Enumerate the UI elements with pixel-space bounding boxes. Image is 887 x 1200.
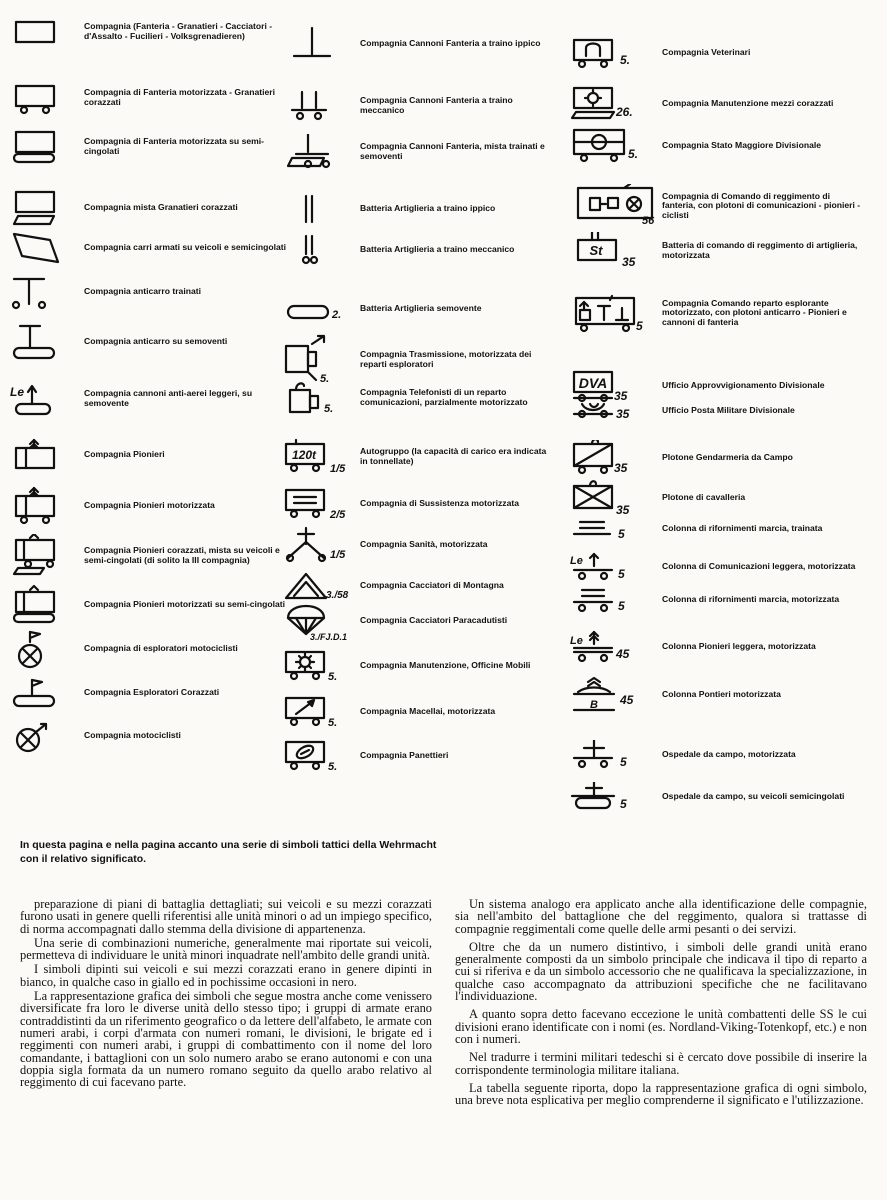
symbol-entry [570, 518, 862, 540]
symbol-label: Compagnia cannoni anti-aerei leggeri, su semovente [84, 388, 253, 408]
svg-text:35: 35 [614, 461, 628, 475]
symbol-label: Compagnia Esploratori Corazzati [84, 687, 220, 698]
symbol-entry [10, 486, 299, 526]
symbol-entry [10, 584, 299, 626]
symbol-label: Autogruppo (la capacità di carico era indicata in tonnellate) [360, 446, 547, 466]
gun-mixed-icon [282, 134, 358, 170]
svg-text:5.: 5. [328, 717, 338, 729]
bridge-column-icon [570, 676, 662, 714]
svg-text:5: 5 [618, 527, 625, 540]
battery-mechanical-icon [282, 234, 358, 266]
bakery-icon [282, 738, 358, 774]
artillery-command-icon [570, 232, 662, 270]
pioneer-column-icon [570, 630, 662, 664]
body-text-right [455, 898, 867, 1106]
svg-text:5: 5 [620, 797, 627, 811]
symbol-label: Compagnia Manutenzione, Officine Mobili [360, 660, 531, 671]
symbol-label: Colonna di rifornimenti marcia, trainata [662, 523, 823, 534]
body-paragraph: La rappresentazione grafica dei simboli che segue mostra anche come venissero diversificate fra loro le diverse unità dello stesso tipo; i gruppi di armate erano contraddistinti da un riferimento geografico o da lettere dell'alfabeto, le armate con numeri arabi, i corpi d'armata con numeri romani, le divisioni, le brigate ed i reggimenti con numeri arabi, i gruppi di combattimento con il nome del loro comandante, i battaglioni con un solo numero arabo se erano autonomi e con una doppia sigla formata da un numero romano seguito da quello arabo relativo al reggimento di cui facevano parte. [20, 989, 432, 1090]
symbol-label: Compagnia di Sussistenza motorizzata [360, 498, 520, 509]
symbol-label: Compagnia Manutenzione mezzi corazzati [662, 98, 834, 109]
telephone-icon [282, 378, 358, 418]
symbol-label: Compagnia Cacciatori di Montagna [360, 580, 504, 591]
body-paragraph: Un sistema analogo era applicato anche alla identificazione delle compagnie, sia nell'ambito del battaglione che del reggimento, qualora si trattasse di compagnie reggimentali come quelle delle armi pesanti o dei servizi. [455, 897, 867, 936]
symbol-label: Plotone di cavalleria [662, 492, 746, 503]
svg-text:DVA: DVA [578, 375, 608, 391]
symbol-label: Compagnia Cannoni Fanteria a traino ippico [360, 38, 541, 49]
symbol-label: Compagnia Pionieri [84, 449, 165, 460]
symbol-entry [10, 16, 299, 48]
symbol-entry [282, 294, 556, 324]
svg-text:35: 35 [616, 407, 630, 421]
butcher-icon [282, 694, 358, 730]
pioneer-motorized-icon [10, 486, 70, 526]
body-paragraph: I simboli dipinti sui veicoli e sui mezzi corazzati erano in genere dipinti in bianco, in qualche caso in giallo ed in pochissime occasioni in nero. [20, 962, 432, 989]
symbol-entry [282, 648, 556, 684]
symbol-label: Compagnia di Fanteria motorizzata - Granatieri corazzati [84, 87, 276, 107]
gun-horse-icon [282, 26, 358, 62]
antitank-selfpropelled-icon [10, 322, 70, 362]
symbol-entry [282, 694, 556, 730]
symbol-label: Colonna Pontieri motorizzata [662, 689, 781, 700]
signals-column-icon [570, 552, 662, 582]
symbol-label: Compagnia Panettieri [360, 750, 449, 761]
svg-text:5: 5 [620, 755, 627, 769]
symbol-label: Compagnia (Fanteria - Granatieri - Cacciatori - d'Assalto - Fucilieri - Volksgrenadieren) [84, 21, 273, 41]
symbol-entry [570, 782, 862, 812]
medical-icon [282, 526, 358, 564]
symbol-entry [282, 526, 556, 564]
symbol-entry [10, 228, 299, 268]
svg-text:5.: 5. [324, 403, 334, 415]
symbol-entry [282, 738, 556, 774]
symbol-label: Compagnia anticarro trainati [84, 286, 201, 297]
symbol-label: Colonna di Comunicazioni leggera, motorizzata [662, 561, 856, 572]
gun-mechanical-icon [282, 90, 358, 122]
symbol-label: Compagnia Cannoni Fanteria a traino meccanico [360, 95, 513, 115]
motorcycle-icon [10, 718, 70, 754]
symbol-label: Ospedale da campo, su veicoli semicingolati [662, 791, 845, 802]
body-paragraph: Nel tradurre i termini militari tedeschi si è cercato dove possibile di inserire la corrispondente terminologia militare italiana. [455, 1050, 867, 1077]
body-paragraph: preparazione di piani di battaglia dettagliati; sui veicoli e su mezzi corazzati furono usati in genere quelli riferentisi alle unità minori o ad un impiego specifico, di norma accompagnati dallo stemma della divisione di appartenenza. [20, 897, 432, 936]
symbol-label: Compagnia di esploratori motociclisti [84, 643, 238, 654]
svg-text:5.: 5. [328, 761, 338, 773]
symbol-label: Compagnia anticarro su semoventi [84, 336, 228, 347]
symbol-entry [282, 192, 556, 226]
cavalry-icon [570, 478, 662, 518]
battery-horse-icon [282, 192, 358, 226]
symbol-entry [10, 718, 299, 754]
symbol-label: Compagnia Stato Maggiore Divisionale [662, 140, 822, 151]
body-paragraph: A quanto sopra detto facevano eccezione le unità combattenti delle SS le cui divisioni erano identificate con i nomi (es. Nordland-Viking-Totenkopf, etc.) e non con i numeri. [455, 1007, 867, 1046]
company-mixed-armored-icon [10, 188, 70, 228]
symbol-entry [10, 534, 299, 578]
symbol-entry [282, 234, 556, 266]
symbol-label: Compagnia di Comando di reggimento di fanteria, con plotoni di comunicazioni - pionieri - ciclisti [662, 190, 861, 220]
svg-text:St: St [589, 243, 603, 258]
symbol-entry [282, 26, 556, 62]
company-halftrack-icon [10, 128, 70, 166]
antitank-towed-icon [10, 274, 70, 310]
body-paragraph: La tabella seguente riporta, dopo la rappresentazione grafica di ogni simbolo, una breve nota esplicativa per meglio comprenderne il significato e l'utilizzazione. [455, 1080, 867, 1108]
symbol-label: Compagnia di Fanteria motorizzata su semi-cingolati [84, 136, 265, 156]
svg-text:5: 5 [618, 567, 625, 581]
symbol-entry [570, 184, 862, 228]
parachute-icon [282, 600, 358, 642]
body-text-left [20, 898, 432, 1088]
svg-text:5: 5 [618, 599, 625, 613]
svg-text:45: 45 [620, 693, 634, 707]
symbol-entry [570, 630, 862, 664]
symbol-entry [10, 628, 299, 670]
field-hospital-halftrack-icon [570, 782, 662, 812]
svg-text:3./58: 3./58 [326, 590, 349, 601]
symbol-label: Compagnia Trasmissione, motorizzata dei reparti esploratori [360, 349, 532, 369]
svg-text:2/5: 2/5 [330, 509, 346, 521]
symbol-label: Ospedale da campo, motorizzata [662, 749, 796, 760]
tank-company-icon [10, 228, 70, 268]
symbol-entry [570, 86, 862, 122]
symbol-entry [570, 676, 862, 714]
symbol-entry [570, 478, 862, 518]
symbol-entry [282, 600, 556, 642]
symbol-label: Compagnia Macellai, motorizzata [360, 706, 496, 717]
body-paragraph: Oltre che da un numero distintivo, i simboli delle grandi unità erano generalmente composti da un simbolo principale che indicava il tipo di reparto a cui si riferiva e da un simbolo accessorio che ne qualificava la specializzazione, in qualche caso accompagnato da attribuzioni specifiche che ne facilitavano l'individuazione. [455, 939, 867, 1004]
symbol-entry [570, 586, 862, 614]
company-fanteria-icon [10, 16, 70, 48]
recon-command-icon [570, 292, 662, 334]
symbol-entry [282, 378, 556, 418]
svg-text:Le: Le [570, 555, 583, 567]
svg-text:5.: 5. [620, 53, 631, 67]
symbol-label: Compagnia Pionieri motorizzata [84, 500, 215, 511]
svg-text:5.: 5. [628, 147, 639, 161]
symbol-label: Ufficio Approvvigionamento Divisionale [662, 380, 825, 391]
symbol-entry [570, 292, 862, 334]
symbol-label: Plotone Gendarmeria da Campo [662, 452, 793, 463]
symbol-entry [10, 438, 299, 472]
svg-text:120t: 120t [291, 448, 317, 462]
pioneer-armored-icon [10, 534, 70, 578]
symbol-label: Compagnia Pionieri motorizzati su semi-cingolati [84, 599, 286, 610]
symbol-label: Colonna Pionieri leggera, motorizzata [662, 641, 816, 652]
svg-text:B: B [590, 699, 598, 711]
svg-text:3./FJ.D.1: 3./FJ.D.1 [310, 632, 348, 642]
symbol-entry [282, 90, 556, 122]
supply-icon [282, 486, 358, 522]
svg-text:26.: 26. [616, 105, 633, 119]
symbol-entry [10, 380, 299, 418]
symbol-entry [570, 740, 862, 770]
symbol-label: Batteria di comando di reggimento di artiglieria, motorizzata [662, 240, 858, 260]
armored-recon-icon [10, 676, 70, 710]
symbol-entry [570, 368, 862, 404]
symbol-entry [570, 400, 862, 422]
svg-text:45: 45 [616, 647, 630, 661]
workshop-icon [282, 648, 358, 684]
svg-text:Le: Le [570, 635, 583, 647]
pioneer-icon [10, 438, 70, 472]
svg-text:5.: 5. [320, 373, 330, 385]
symbol-entry [570, 232, 862, 270]
supply-column-icon [570, 518, 662, 540]
symbol-label: Compagnia Veterinari [662, 47, 751, 58]
symbol-entry [570, 440, 862, 476]
svg-text:Le: Le [10, 385, 25, 399]
svg-text:5: 5 [636, 319, 643, 333]
symbol-entry [282, 570, 556, 602]
symbol-entry [282, 134, 556, 170]
symbol-label: Batteria Artiglieria a traino meccanico [360, 244, 515, 255]
svg-text:1/5: 1/5 [330, 549, 346, 561]
svg-text:5.: 5. [328, 671, 338, 683]
symbol-label: Compagnia Cacciatori Paracadutisti [360, 615, 508, 626]
symbol-label: Batteria Artiglieria a traino ippico [360, 203, 496, 214]
symbol-entry [10, 128, 299, 166]
symbol-label: Compagnia Cannoni Fanteria, mista trainati e semoventi [360, 141, 545, 161]
symbol-label: Compagnia carri armati su veicoli e semicingolati [84, 242, 287, 253]
supply-column-motor-icon [570, 586, 662, 614]
field-hospital-icon [570, 740, 662, 770]
svg-text:2.: 2. [332, 309, 342, 321]
symbol-entry [282, 486, 556, 522]
svg-text:35: 35 [616, 503, 630, 517]
symbol-label: Ufficio Posta Militare Divisionale [662, 405, 795, 416]
div-staff-icon [570, 128, 662, 164]
symbol-entry [10, 80, 299, 116]
symbol-label: Compagnia motociclisti [84, 730, 181, 741]
svg-text:1/5: 1/5 [330, 463, 346, 475]
figure-caption: In questa pagina e nella pagina accanto una serie di simboli tattici della Wehrmacht con il relativo significato. [20, 839, 437, 865]
svg-text:35: 35 [614, 389, 628, 403]
battery-selfpropelled-icon [282, 294, 358, 324]
svg-text:56: 56 [642, 215, 655, 227]
symbol-label: Batteria Artiglieria semovente [360, 303, 482, 314]
truck-group-icon [282, 438, 358, 476]
symbol-entry [10, 676, 299, 710]
symbol-entry [570, 552, 862, 582]
symbol-label: Compagnia Sanità, motorizzata [360, 539, 488, 550]
symbol-label: Compagnia Comando reparto esplorante motorizzato, con plotoni anticarro - Pionieri e cannoni di fanteria [662, 297, 847, 327]
post-office-icon [570, 400, 662, 422]
mountain-icon [282, 570, 358, 602]
symbol-entry [570, 36, 862, 70]
symbol-entry [570, 128, 862, 164]
pioneer-halftrack-icon [10, 584, 70, 626]
light-aa-gun-icon [10, 380, 70, 418]
company-motorized-icon [10, 80, 70, 116]
symbol-entry [10, 188, 299, 228]
regiment-command-icon [570, 184, 662, 228]
motorcycle-recon-icon [10, 628, 70, 670]
svg-text:35: 35 [622, 255, 636, 269]
symbol-entry [10, 322, 299, 362]
symbol-entry [282, 438, 556, 476]
symbol-entry [10, 274, 299, 310]
symbol-label: Compagnia Pionieri corazzati, mista su veicoli e semi-cingolati (di solito la III compagnia) [84, 545, 280, 565]
symbol-label: Colonna di rifornimenti marcia, motorizzata [662, 594, 840, 605]
dva-icon [570, 368, 662, 404]
symbol-label: Compagnia mista Granatieri corazzati [84, 202, 238, 213]
gendarmerie-icon [570, 440, 662, 476]
body-paragraph: Una serie di combinazioni numeriche, generalmente mai riportate sui veicoli, permetteva di individuare le unità minori inquadrate nell'ambito delle grandi unità. [20, 935, 432, 963]
veterinary-icon [570, 36, 662, 70]
vehicle-maintenance-icon [570, 86, 662, 122]
symbol-label: Compagnia Telefonisti di un reparto comunicazioni, parzialmente motorizzato [360, 387, 528, 407]
